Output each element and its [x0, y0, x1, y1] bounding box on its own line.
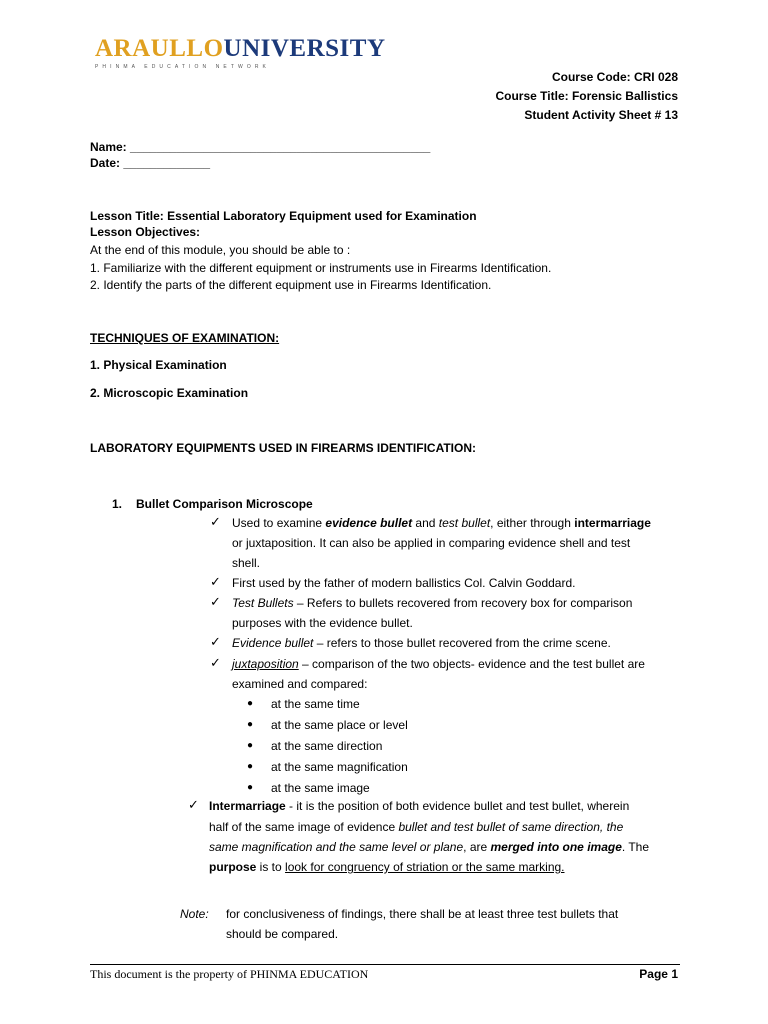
- logo-part-university: UNIVERSITY: [223, 35, 386, 62]
- lesson-title: Lesson Title: Essential Laboratory Equipment used for Examination: [90, 209, 477, 223]
- lesson-objective-1: 1. Familiarize with the different equipment or instruments use in Firearms Identification.: [90, 261, 552, 275]
- intermarriage-line-1: Intermarriage - it is the position of both evidence bullet and test bullet, wherein: [209, 799, 630, 813]
- lab-equipment-heading: LABORATORY EQUIPMENTS USED IN FIREARMS IDENTIFICATION:: [90, 441, 477, 455]
- check-item-3-line-1: Test Bullets – Refers to bullets recovered from recovery box for comparison: [232, 596, 633, 610]
- bullet-icon: ●: [247, 761, 254, 772]
- bullet-icon: ●: [247, 719, 254, 730]
- intermarriage-line-4: purpose is to look for congruency of striation or the same marking.: [209, 860, 565, 874]
- intermarriage-line-3: same magnification and the same level or plane, are merged into one image. The: [209, 840, 650, 854]
- logo-tagline: PHINMA EDUCATION NETWORK: [95, 64, 270, 70]
- course-code: Course Code: CRI 028: [551, 70, 678, 84]
- check-item-1-line-2: or juxtaposition. It can also be applied in comparing evidence shell and test: [232, 536, 631, 550]
- check-icon: ✓: [210, 574, 221, 589]
- check-icon: ✓: [210, 634, 221, 649]
- sub-bullet-4: at the same magnification: [271, 760, 408, 774]
- technique-1: 1. Physical Examination: [90, 358, 227, 372]
- course-header: [495, 68, 678, 125]
- lesson-objective-2: 2. Identify the parts of the different equipment use in Firearms Identification.: [90, 278, 492, 292]
- sub-bullet-5: at the same image: [271, 781, 370, 795]
- check-item-4: Evidence bullet – refers to those bullet recovered from the crime scene.: [232, 636, 611, 650]
- date-field: Date: _____________: [90, 156, 211, 170]
- course-title: Course Title: Forensic Ballistics: [495, 89, 678, 103]
- check-item-1-line-1: Used to examine evidence bullet and test bullet, either through intermarriage: [232, 516, 651, 530]
- bullet-icon: ●: [247, 740, 254, 751]
- technique-2: 2. Microscopic Examination: [90, 386, 249, 400]
- check-item-5-line-1: juxtaposition – comparison of the two objects- evidence and the test bullet are: [232, 657, 645, 671]
- check-item-1-line-3: shell.: [232, 556, 261, 570]
- university-logo: [95, 36, 386, 70]
- footer-property-text: This document is the property of PHINMA EDUCATION: [90, 967, 369, 981]
- check-item-5-line-2: examined and compared:: [232, 677, 368, 691]
- lesson-objectives-label: Lesson Objectives:: [90, 225, 201, 239]
- sub-bullet-1: at the same time: [271, 697, 360, 711]
- note-line-2: should be compared.: [226, 927, 339, 941]
- item-number: 1.: [112, 497, 123, 511]
- intermarriage-line-2: half of the same image of evidence bullet and test bullet of same direction, the: [209, 820, 624, 834]
- page-number: Page 1: [639, 967, 678, 981]
- sub-bullet-2: at the same place or level: [271, 718, 408, 732]
- bullet-icon: ●: [247, 782, 254, 793]
- bullet-icon: ●: [247, 698, 254, 709]
- check-icon: ✓: [210, 514, 221, 529]
- note-label: Note:: [180, 907, 209, 921]
- check-item-2: First used by the father of modern ballistics Col. Calvin Goddard.: [232, 576, 576, 590]
- item-title: Bullet Comparison Microscope: [136, 497, 313, 511]
- sub-bullet-3: at the same direction: [271, 739, 383, 753]
- check-icon: ✓: [210, 594, 221, 609]
- lesson-intro: At the end of this module, you should be able to :: [90, 243, 351, 257]
- activity-sheet-number: Student Activity Sheet # 13: [524, 108, 678, 122]
- techniques-heading: TECHNIQUES OF EXAMINATION:: [90, 331, 280, 345]
- check-icon: ✓: [210, 655, 221, 670]
- footer-divider: [90, 964, 680, 965]
- check-item-3-line-2: purposes with the evidence bullet.: [232, 616, 413, 630]
- check-icon: ✓: [188, 797, 199, 812]
- name-field: Name: _____________________________________________: [90, 140, 431, 154]
- note-line-1: for conclusiveness of findings, there shall be at least three test bullets that: [226, 907, 619, 921]
- logo-part-aullo: AULLO: [132, 35, 224, 62]
- logo-part-ar: AR: [95, 35, 133, 62]
